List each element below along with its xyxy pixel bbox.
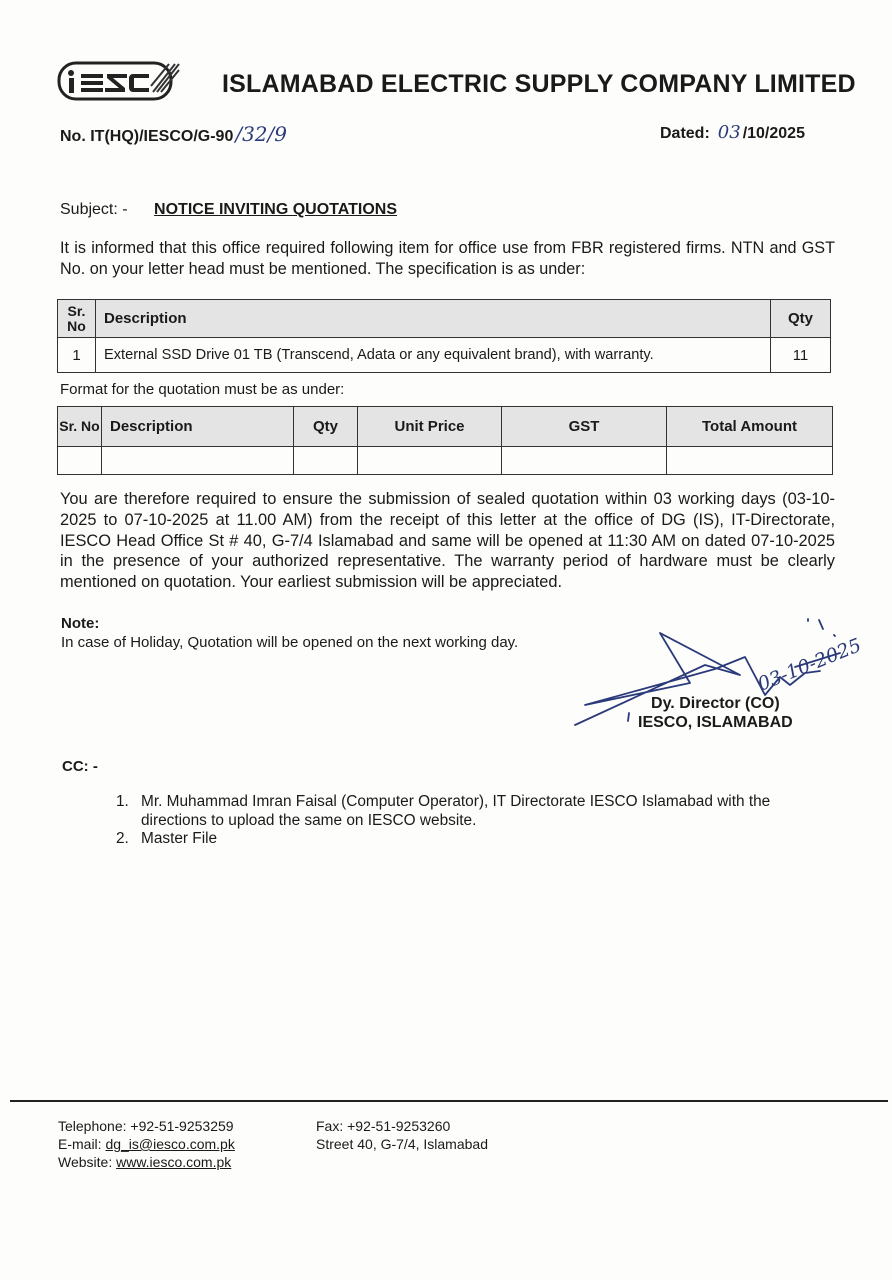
table-header-row — [58, 407, 833, 447]
format-label: Format for the quotation must be as under: — [60, 381, 345, 398]
cc-item-number: 1. — [116, 793, 129, 810]
telephone-label: Telephone: — [58, 1118, 127, 1134]
fax-label: Fax: — [316, 1118, 344, 1134]
cell-unit-price — [358, 447, 502, 475]
footer-fax — [316, 1117, 488, 1135]
telephone-value: +92-51-9253259 — [130, 1118, 234, 1134]
header-gst: GST — [502, 407, 667, 447]
table-row — [58, 447, 833, 475]
header-description: Description — [96, 300, 771, 338]
cc-item-text: Master File — [141, 830, 218, 847]
header-sr-no: Sr. No — [58, 407, 102, 447]
cell-sr — [58, 447, 102, 475]
cell-sr: 1 — [58, 338, 96, 373]
website-link[interactable]: www.iesco.com.pk — [116, 1154, 232, 1170]
footer-telephone — [58, 1117, 235, 1135]
cell-description — [102, 447, 294, 475]
footer-address-block — [316, 1117, 488, 1153]
table-row — [58, 338, 831, 373]
footer-website — [58, 1153, 235, 1171]
signature-date: 03-10-2025 — [754, 634, 865, 696]
header-description: Description — [102, 407, 294, 447]
dated-label: Dated: — [660, 125, 710, 142]
cell-description: External SSD Drive 01 TB (Transcend, Adata or any equivalent brand), with warranty. — [96, 338, 771, 373]
cc-item — [116, 793, 836, 830]
header-total-amount: Total Amount — [667, 407, 833, 447]
footer-address: Street 40, G-7/4, Islamabad — [316, 1136, 488, 1152]
dated — [660, 122, 805, 143]
note-heading: Note: — [61, 615, 100, 632]
cc-item-number: 2. — [116, 830, 129, 847]
email-label: E-mail: — [58, 1136, 102, 1152]
cc-item-text: Mr. Muhammad Imran Faisal (Computer Operator), IT Directorate IESCO Islamabad with the directions to upload the same on IESCO website. — [141, 793, 771, 829]
header-unit-price: Unit Price — [358, 407, 502, 447]
email-link[interactable]: dg_is@iesco.com.pk — [105, 1136, 235, 1152]
cell-total-amount — [667, 447, 833, 475]
subject-text: NOTICE INVITING QUOTATIONS — [154, 201, 398, 218]
signatory-designation: Dy. Director (CO) — [651, 695, 780, 712]
dated-month-year: /10/2025 — [742, 125, 805, 142]
header-sr-no: Sr. No — [58, 300, 96, 338]
cell-qty — [294, 447, 358, 475]
reference-handwritten: /32/9 — [235, 122, 287, 146]
iesco-logo-icon — [57, 60, 183, 102]
cc-item — [116, 830, 836, 849]
submission-paragraph: You are therefore required to ensure the submission of sealed quotation within 03 working days (03-10-2025 to 07-10-2025 at 11.00 AM) from the receipt of this letter at the office of DG (IS), IT-Directorate, IESCO Head Office St # 40, G-7/4 Islamabad and same will be opened at 11:30 AM on dated 07-10-2025 in the presence of your authorized representative. The warranty period of hardware must be clearly mentioned on quotation. Your earliest submission will be appreciated. — [60, 490, 835, 592]
subject-line — [60, 201, 397, 219]
note-text: In case of Holiday, Quotation will be opened on the next working day. — [61, 634, 519, 651]
signatory-title — [638, 694, 793, 732]
table-header-row — [58, 300, 831, 338]
dated-handwritten-day: 03 — [717, 122, 741, 143]
header-qty: Qty — [771, 300, 831, 338]
company-name: ISLAMABAD ELECTRIC SUPPLY COMPANY LIMITED — [222, 70, 856, 98]
fax-value: +92-51-9253260 — [347, 1118, 451, 1134]
cc-label: CC: - — [62, 758, 98, 775]
reference-prefix: No. IT(HQ)/IESCO/G-90 — [60, 128, 234, 145]
intro-paragraph: It is informed that this office required following item for office use from FBR registered firms. NTN and GST No. on your letter head must be mentioned. The specification is as under: — [60, 239, 835, 278]
subject-label: Subject: - — [60, 201, 128, 218]
footer-contact — [58, 1117, 235, 1171]
reference-number — [60, 122, 287, 146]
signatory-organization: IESCO, ISLAMABAD — [638, 714, 793, 731]
footer-divider — [10, 1100, 888, 1102]
cell-qty: 11 — [771, 338, 831, 373]
cc-list — [116, 793, 836, 849]
quotation-format-table — [57, 406, 833, 475]
website-label: Website: — [58, 1154, 113, 1170]
header-qty: Qty — [294, 407, 358, 447]
footer-email — [58, 1135, 235, 1153]
cell-gst — [502, 447, 667, 475]
specification-table — [57, 299, 831, 373]
